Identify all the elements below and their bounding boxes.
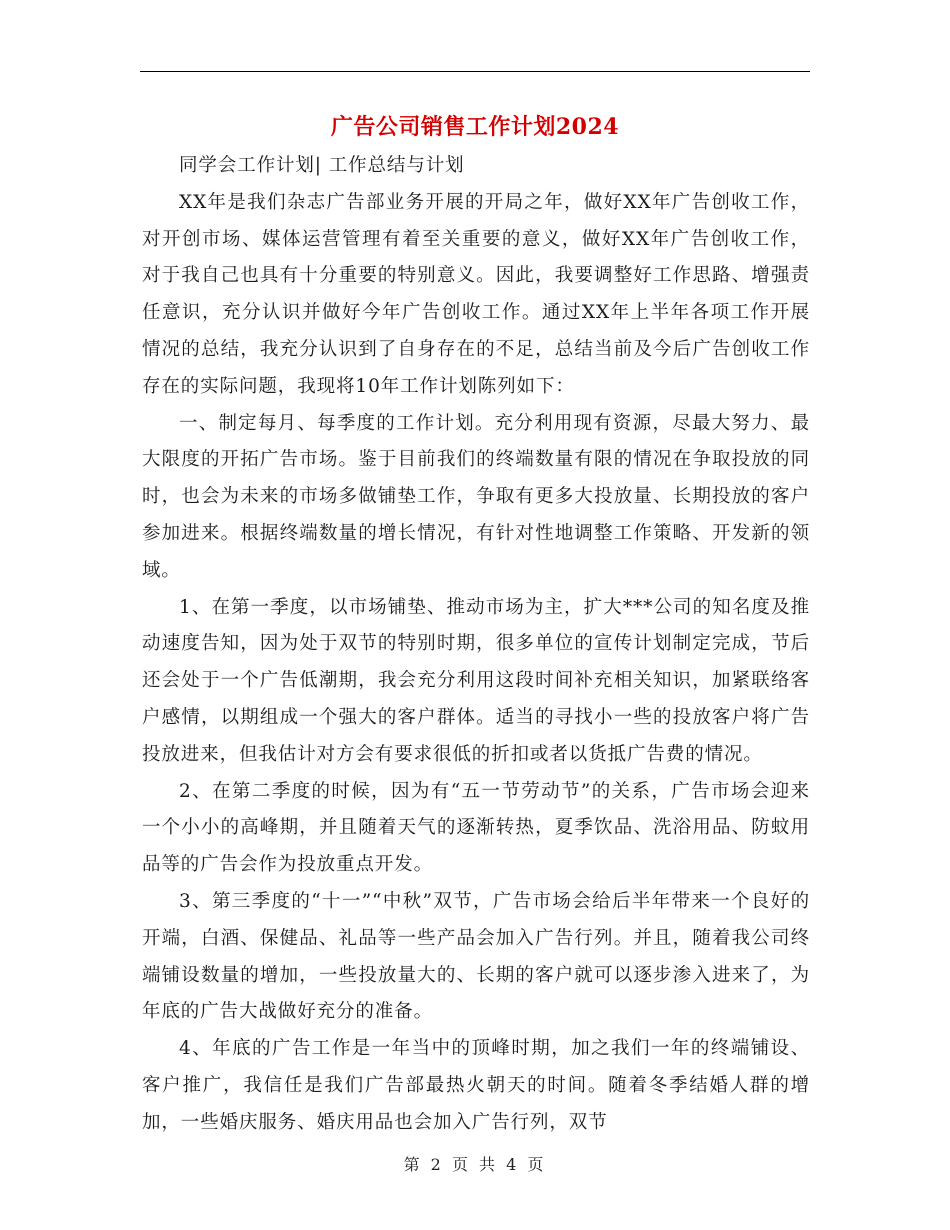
document-title: 广告公司销售工作计划2024 (330, 114, 620, 140)
body-paragraph: XX年是我们杂志广告部业务开展的开局之年，做好XX年广告创收工作，对开创市场、媒体运营管理有着至关重要的意义，做好XX年广告创收工作，对于我自己也具有十分重要的特别意义。因此，我要调整好工作思路、增强责任意识，充分认识并做好今年广告创收工作。通过XX年上半年各项工作开展情况的总结，我充分认识到了自身存在的不足，总结当前及今后广告创收工作存在的实际问题，我现将10年工作计划陈列如下： (142, 191, 810, 397)
body-paragraph: 一、制定每月、每季度的工作计划。充分利用现有资源，尽最大努力、最大限度的开拓广告市场。鉴于目前我们的终端数量有限的情况在争取投放的同时，也会为未来的市场多做铺垫工作，争取有更多大投放量、长期投放的客户参加进来。根据终端数量的增长情况，有针对性地调整工作策略、开发新的领域。 (142, 412, 810, 581)
body-paragraph: 4、年底的广告工作是一年当中的顶峰时期，加之我们一年的终端铺设、客户推广，我信任是我们广告部最热火朝天的时间。随着冬季结婚人群的增加，一些婚庆服务、婚庆用品也会加入广告行列，双节 (142, 1038, 810, 1133)
page-number-footer: 第 2 页 共 4 页 (403, 1155, 547, 1174)
document-body (142, 148, 810, 1142)
body-paragraph: 3、第三季度的“十一”“中秋”双节，广告市场会给后半年带来一个良好的开端，白酒、保健品、礼品等一些产品会加入广告行列。并且，随着我公司终端铺设数量的增加，一些投放量大的、长期的客户就可以逐步渗入进来了，为年底的广告大战做好充分的准备。 (142, 890, 810, 1023)
body-paragraph: 2、在第二季度的时候，因为有“五一节劳动节”的关系，广告市场会迎来一个小小的高峰期，并且随着天气的逐渐转热，夏季饮品、洗浴用品、防蚊用品等的广告会作为投放重点开发。 (142, 780, 810, 876)
subtitle-paragraph: 同学会工作计划| 工作总结与计划 (179, 155, 465, 176)
body-paragraph: 1、在第一季度，以市场铺垫、推动市场为主，扩大***公司的知名度及推动速度告知，因为处于双节的特别时期，很多单位的宣传计划制定完成，节后还会处于一个广告低潮期，我会充分利用这段时间补充相关知识，加紧联络客户感情，以期组成一个强大的客户群体。适当的寻找小一些的投放客户将广告投放进来，但我估计对方会有要求很低的折扣或者以货抵广告费的情况。 (142, 596, 810, 765)
header-rule (140, 71, 810, 72)
